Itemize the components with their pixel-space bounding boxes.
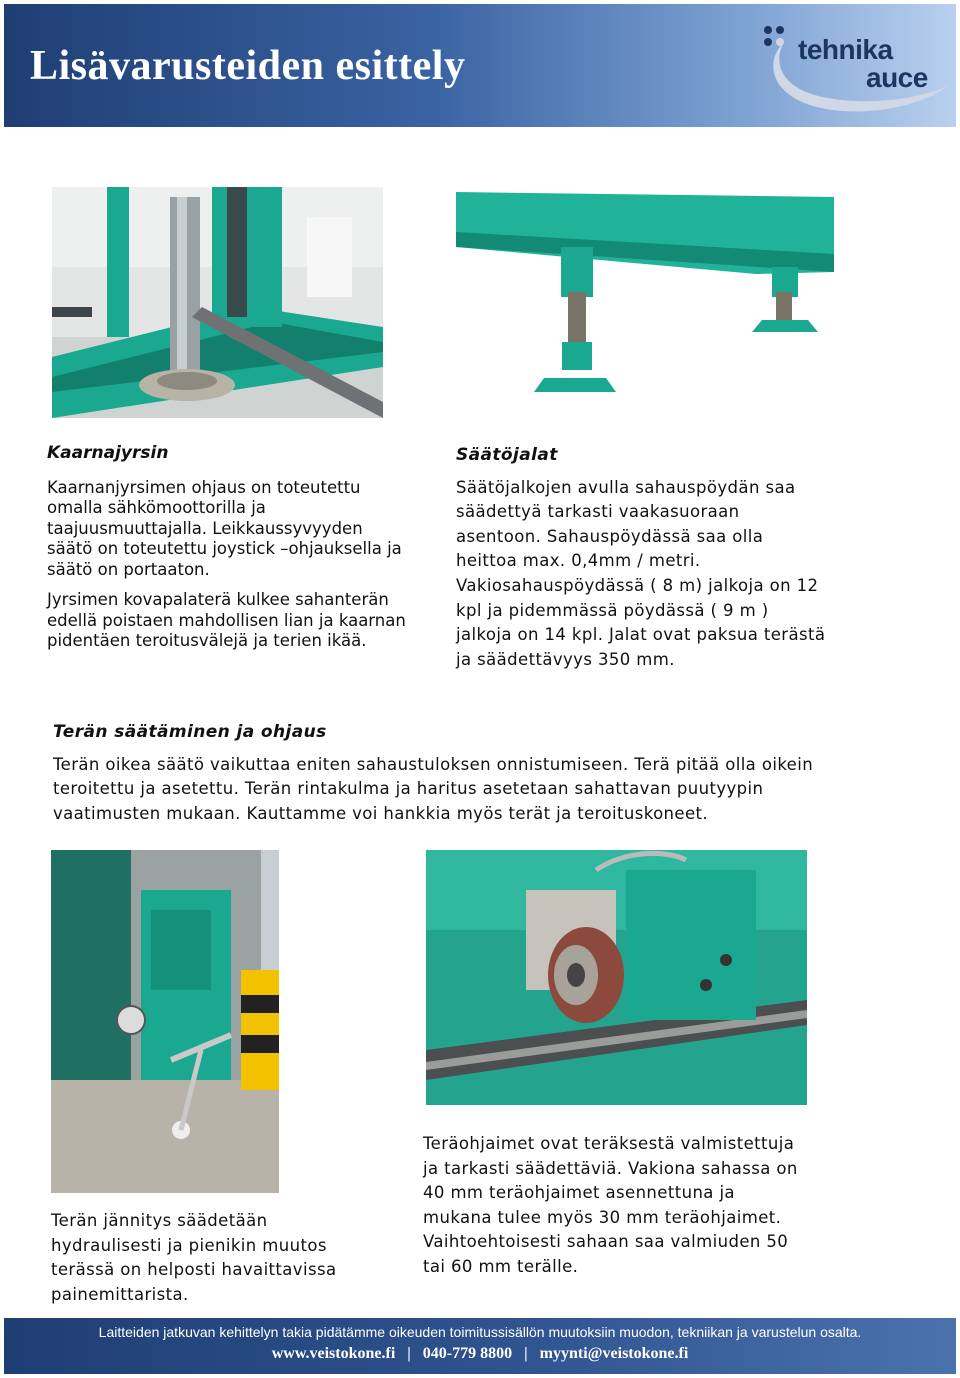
page-title: Lisävarusteiden esittely xyxy=(30,43,466,89)
footer-contact: www.veistokone.fi | 040-779 8800 | myynti@veistokone.fi xyxy=(271,1345,689,1362)
bark-mill-section xyxy=(47,443,407,662)
legs-paragraph: Säätöjalkojen avulla sahauspöydän saa säädettyä tarkasti vaakasuoraan asentoon. Sahauspöydässä saa olla heittoa max. 0,4mm / metri. Vakiosahauspöydässä ( 8 m) jalkoja on 12 kpl ja pidemmässä pöydässä ( 9 m ) jalkoja on 14 kpl. Jalat ovat paksua terästä ja säädettävyys 350 mm. xyxy=(456,477,826,669)
guides-paragraph: Teräohjaimet ovat teräksestä valmistettuja ja tarkasti säädettäviä. Vakiona sahassa on 40 mm teräohjaimet asennettuna ja mukana tulee myös 30 mm teräohjaimet. Vaihtoehtoisesti sahaan saa valmiuden 50 tai 60 mm terälle. xyxy=(423,1134,798,1276)
legs-section xyxy=(456,443,826,682)
blade-tension-photo xyxy=(51,850,279,1193)
bark-mill-paragraph-2: Jyrsimen kovapalaterä kulkee sahanterän edellä poistaen mahdollisen lian ja kaarnan pidentäen teroitusvälejä ja terien ikää. xyxy=(47,590,406,650)
footer-disclaimer: Laitteiden jatkuvan kehittelyn takia pidätämme oikeuden toimitussisällön muutoksiin muodon, tekniikan ja varustelun osalta. xyxy=(98,1324,862,1340)
guides-section xyxy=(423,1132,798,1290)
adjustable-legs-photo xyxy=(456,192,834,400)
bark-mill-heading: Kaarnajyrsin xyxy=(47,443,169,463)
logo-text-bottom: auce xyxy=(866,62,928,93)
logo-text-top: tehnika xyxy=(798,34,893,65)
blade-adjust-paragraph: Terän oikea säätö vaikuttaa eniten sahaustuloksen onnistumiseen. Terä pitää olla oikein teroitettu ja asetettu. Terän rintakulma ja haritus asetetaan sahattavan puutyypin vaatimusten mukaan. Kauttamme voi hankkia myös terät ja teroituskoneet. xyxy=(53,754,814,823)
blade-guide-photo xyxy=(426,850,807,1105)
tension-paragraph: Terän jännitys säädetään hydraulisesti ja pienikin muutos terässä on helposti havaittavissa painemittarista. xyxy=(51,1211,337,1304)
blade-adjust-section xyxy=(53,720,823,836)
logo-dots-icon xyxy=(762,24,790,52)
company-logo xyxy=(762,24,952,120)
bark-mill-photo xyxy=(52,187,383,418)
blade-adjust-heading: Terän säätäminen ja ohjaus xyxy=(53,722,327,742)
tension-section xyxy=(51,1209,351,1317)
header-banner xyxy=(4,4,956,127)
legs-heading: Säätöjalat xyxy=(456,445,558,465)
bark-mill-paragraph-1: Kaarnanjyrsimen ohjaus on toteutettu omalla sähkömoottorilla ja taajuusmuuttajalla. Leikkaussyvyyden säätö on toteutettu joystick –ohjauksella ja säätö on portaaton. xyxy=(47,477,402,579)
footer-banner xyxy=(4,1318,956,1374)
